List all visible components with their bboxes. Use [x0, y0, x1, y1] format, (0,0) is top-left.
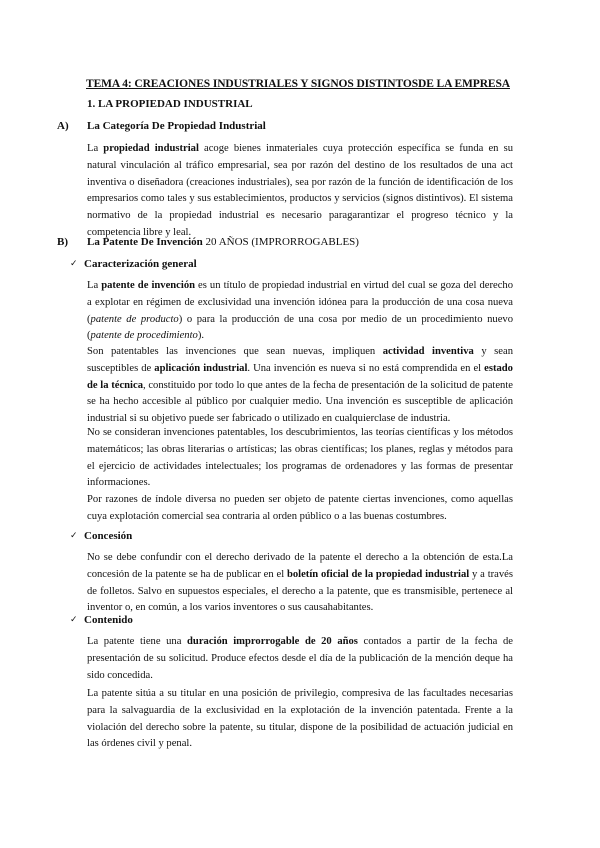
section-a-heading: La Categoría De Propiedad Industrial	[87, 120, 266, 132]
subsection-contenido-label: Contenido	[84, 614, 133, 626]
contenido-paragraph-2: La patente sitúa a su titular en una posición de privilegio, compresiva de las facultades necesarias para la salvaguardia de la exclusividad en la explotación de la invención patentada. Frente a la violación del derecho sobre la patente, su titular, dispone de la posibilidad de actuación judicial en las órdenes civil y penal.	[87, 688, 513, 750]
check-icon: ✓	[70, 259, 78, 269]
section-b-letter: B)	[57, 236, 68, 248]
document-title: TEMA 4: CREACIONES INDUSTRIALES Y SIGNOS DISTINTOSDE LA EMPRESA	[86, 78, 510, 90]
section-a-letter: A)	[57, 120, 69, 132]
caracterizacion-paragraph-2: Son patentables las invenciones que sean nuevas, impliquen actividad inventiva y sean susceptibles de aplicación industrial. Una invención es nueva si no está comprendida en el estado de la técnica, constituido por todo lo que antes de la fecha de presentación de la solicitud de patente se ha hecho accesible al público por cualquier medio. Una invención es susceptible de aplicación industrial si su objetivo puede ser fabricado o utilizado en cualquierclase de industria.	[87, 346, 513, 425]
subsection-contenido	[70, 614, 133, 626]
caracterizacion-paragraph-1: La patente de invención es un título de propiedad industrial en virtud del cual se goza del derecho a explotar en régimen de exclusividad una invención idónea para la producción de una cosa nueva (patente de producto) o para la producción de una cosa por medio de un procedimiento nuevo (patente de procedimiento).	[87, 280, 513, 342]
contenido-paragraph-1: La patente tiene una duración improrrogable de 20 años contados a partir de la fecha de presentación de su solicitud. Produce efectos desde el día de la publicación de la mención deque ha sido concedida.	[87, 636, 513, 681]
check-icon: ✓	[70, 615, 78, 625]
subsection-concesion	[70, 530, 132, 542]
section-a-paragraph: La propiedad industrial acoge bienes inmateriales cuya protección específica se funda en su natural vinculación al tráfico empresarial, sea por razón del destino de los resultados de una act inventiva o diseñadora (creaciones industriales), sea por razón de la función de identificación de los empresarios como tales y sus establecimientos, productos y servicios (signos distintivos). El sistema normativo de la propiedad industrial es necesario paragarantizar el progreso técnico y la competencia libre y leal.	[87, 143, 513, 238]
subsection-caracterizacion	[70, 258, 197, 270]
caracterizacion-paragraph-4: Por razones de índole diversa no pueden ser objeto de patente ciertas invenciones, como aquellas cuya explotación comercial sea contraria al orden público o a las buenas costumbres.	[87, 494, 513, 522]
section-b-heading: La Patente De Invención 20 AÑOS (IMPRORROGABLES)	[87, 236, 359, 248]
caracterizacion-paragraph-3: No se consideran invenciones patentables, los descubrimientos, las teorías científicas y los métodos matemáticos; las obras literarias o artísticas; las obras científicas; los planes, reglas y métodos para el ejercicio de actividades intelectuales; los programas de ordenadores y las formas de presentar informaciones.	[87, 427, 513, 489]
section-heading-propiedad-industrial: 1. LA PROPIEDAD INDUSTRIAL	[87, 98, 253, 110]
subsection-caracterizacion-label: Caracterización general	[84, 258, 197, 270]
subsection-concesion-label: Concesión	[84, 530, 133, 542]
check-icon: ✓	[70, 531, 78, 541]
concesion-paragraph: No se debe confundir con el derecho derivado de la patente el derecho a la obtención de esta.La concesión de la patente se ha de publicar en el boletín oficial de la propiedad industrial y a través de folletos. Salvo en supuestos especiales, el derecho a la patente, que es transmisible, pertenece al inventor o, en común, a los varios inventores o sus causahabitantes.	[87, 552, 513, 614]
